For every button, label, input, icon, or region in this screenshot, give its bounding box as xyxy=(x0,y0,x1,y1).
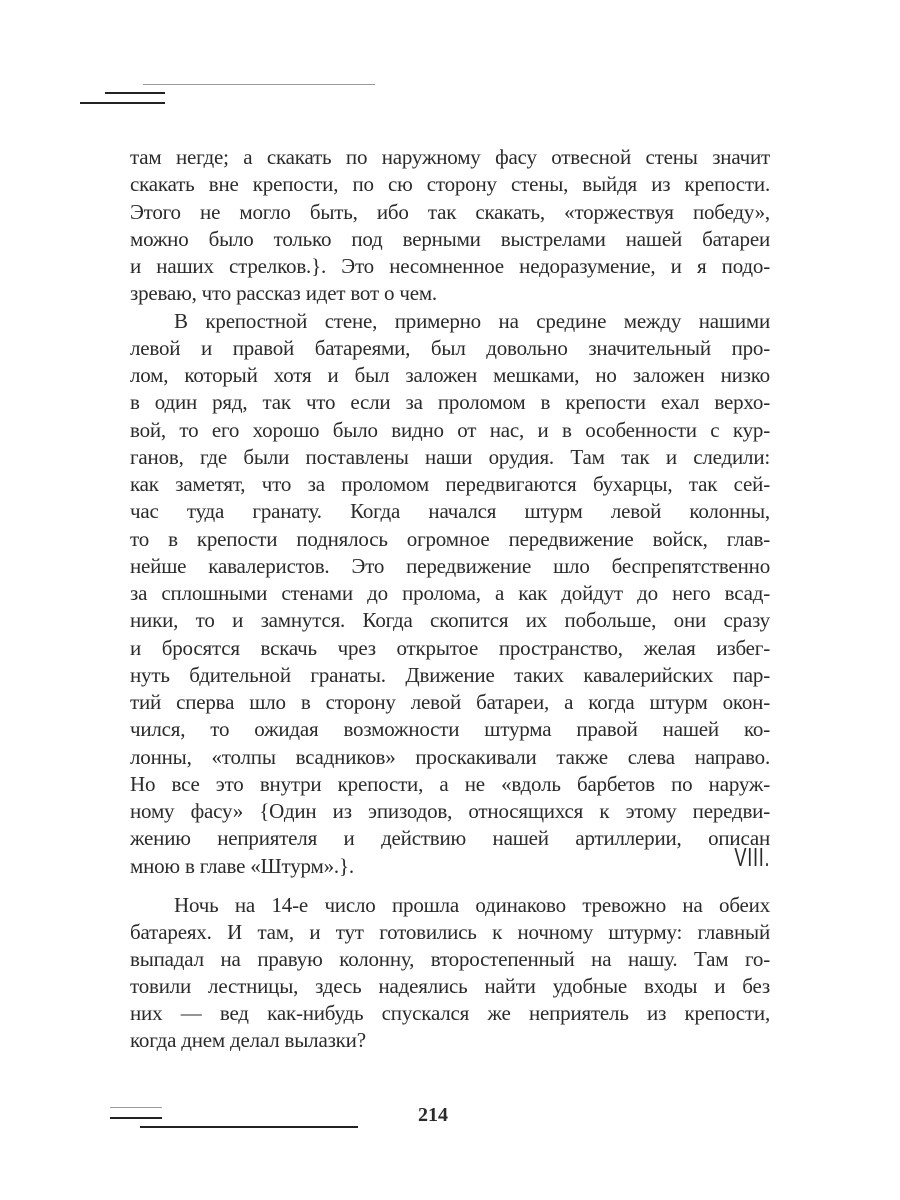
text-line: них — вед как-нибудь спускался же неприятель из крепости, xyxy=(130,1001,770,1025)
text-line: когда днем делал вылазки? xyxy=(130,1028,366,1052)
text-line: В крепостной стене, примерно на средине между нашими xyxy=(174,308,770,333)
text-line: выпадал на правую колонну, второстепенный на нашу. Там го- xyxy=(130,947,770,971)
text-line: лонны, «толпы всадников» проскакивали также слева направо. xyxy=(130,744,770,769)
body-text-block-2 xyxy=(130,892,770,1054)
header-rule-dark xyxy=(80,102,165,104)
text-line: ному фасу» {Один из эпизодов, относящихся к этому передви- xyxy=(130,799,770,823)
text-line: и бросятся вскачь чрез открытое пространство, желая избег- xyxy=(130,635,770,660)
text-line: в один ряд, так что если за проломом в крепости ехал верхо- xyxy=(130,390,770,415)
text-line: час туда гранату. Когда начался штурм левой колонны, xyxy=(130,499,770,524)
header-rule-short xyxy=(105,92,165,94)
text-line: мною в главе «Штурм».}. xyxy=(130,853,354,878)
text-line: ганов, где были поставлены наши орудия. Там так и следили: xyxy=(130,444,770,469)
text-line: скакать вне крепости, по сю сторону стены, выйдя из крепости. xyxy=(130,172,770,197)
footer-rule-gray xyxy=(110,1107,162,1108)
text-line: Ночь на 14-е число прошла одинаково тревожно на обеих xyxy=(174,893,770,917)
text-line: за сплошными стенами до пролома, а как дойдут до него всад- xyxy=(130,581,770,605)
text-line: зреваю, что рассказ идет вот о чем. xyxy=(130,281,437,306)
text-line: нейше кавалеристов. Это передвижение шло беспрепятственно xyxy=(130,553,770,578)
text-line: там негде; а скакать по наружному фасу отвесной стены значит xyxy=(130,145,770,169)
text-line: вой, то его хорошо было видно от нас, и в особенности с кур- xyxy=(130,417,770,442)
body-text-block-1 xyxy=(130,144,770,880)
text-line: товили лестницы, здесь надеялись найти удобные входы и без xyxy=(130,974,770,998)
text-line: тий сперва шло в сторону левой батареи, а когда штурм окон- xyxy=(130,690,770,714)
text-line: Этого не могло быть, ибо так скакать, «торжествуя победу», xyxy=(130,199,770,224)
text-line: Но все это внутри крепости, а не «вдоль барбетов по наруж- xyxy=(130,771,770,796)
text-line: и наших стрелков.}. Это несомненное недоразумение, и я подо- xyxy=(130,254,770,278)
page-number: 214 xyxy=(418,1104,448,1126)
text-line: чился, то ожидая возможности штурма правой нашей ко- xyxy=(130,717,770,742)
header-rule-gray xyxy=(143,84,375,85)
footer-rule-short xyxy=(110,1117,162,1119)
text-line: лом, который хотя и был заложен мешками, но заложен низко xyxy=(130,363,770,387)
text-line: батареях. И там, и тут готовились к ночному штурму: главный xyxy=(130,920,770,944)
text-line: левой и правой батареями, был довольно значительный про- xyxy=(130,335,770,360)
text-line: можно было только под верными выстрелами нашей батареи xyxy=(130,226,770,251)
section-heading: VIII. xyxy=(734,842,770,872)
footer-rule-dark xyxy=(140,1126,358,1128)
text-line: то в крепости поднялось огромное передвижение войск, глав- xyxy=(130,526,770,551)
text-line: как заметят, что за проломом передвигаются бухарцы, так сей- xyxy=(130,472,770,496)
text-line: нуть бдительной гранаты. Движение таких кавалерийских пар- xyxy=(130,662,770,687)
text-line: жению неприятеля и действию нашей артиллерии, описан xyxy=(130,826,770,851)
text-line: ники, то и замнутся. Когда скопится их побольше, они сразу xyxy=(130,608,770,633)
